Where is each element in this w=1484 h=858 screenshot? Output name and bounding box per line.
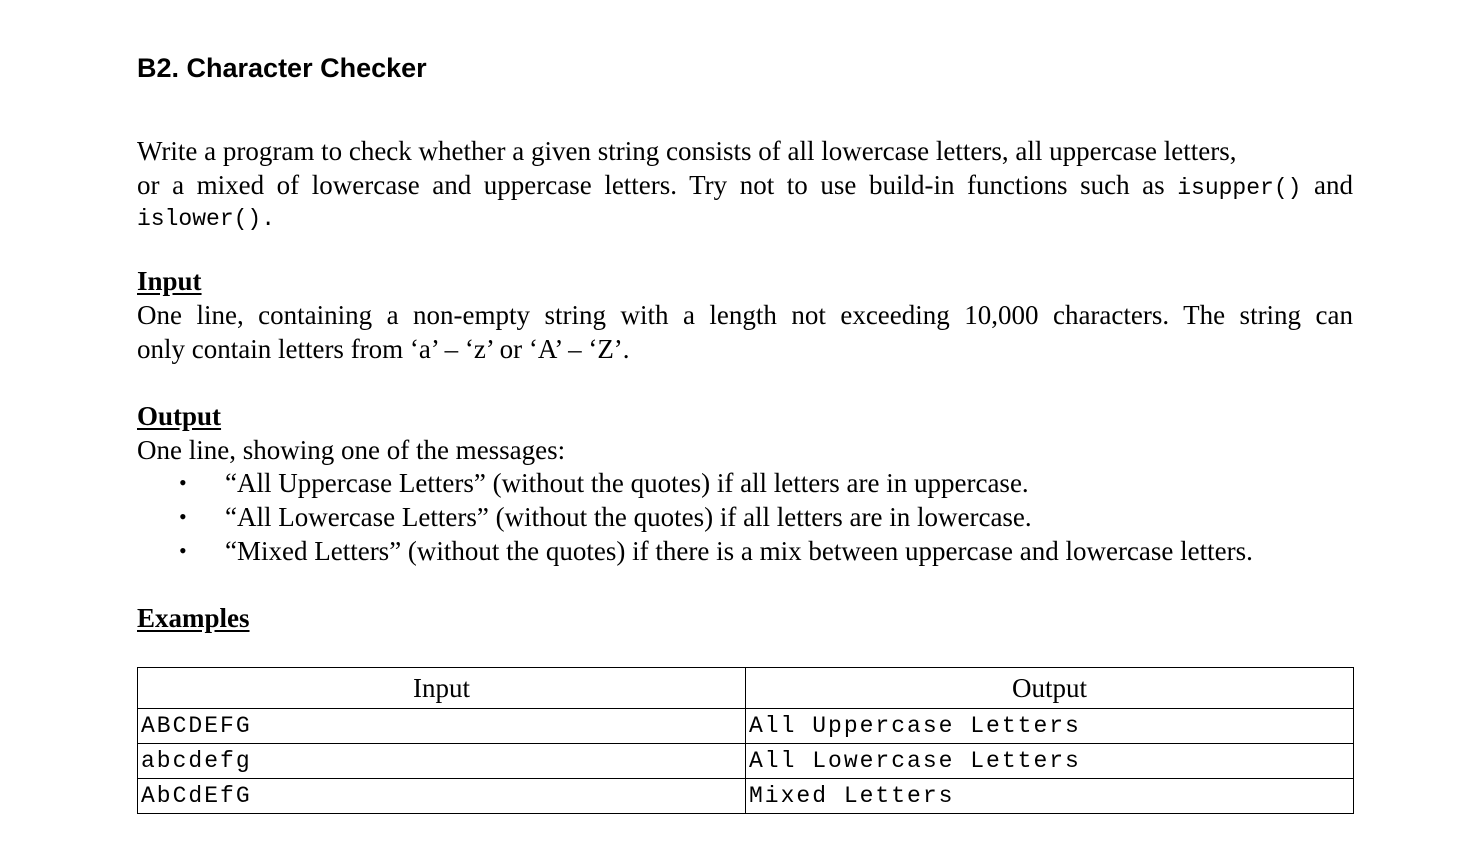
bullet-icon: • xyxy=(179,504,187,529)
bullet-icon: • xyxy=(179,470,187,495)
examples-table xyxy=(137,667,1354,814)
example-input-cell: AbCdEfG xyxy=(138,779,746,814)
table-row xyxy=(138,744,1354,779)
table-header-row xyxy=(138,668,1354,709)
list-item xyxy=(137,466,1253,500)
page-title: B2. Character Checker xyxy=(137,53,427,83)
example-input-cell: ABCDEFG xyxy=(138,709,746,744)
bullet-icon: • xyxy=(179,538,187,563)
intro-paragraph xyxy=(137,134,1353,233)
intro-line-1: Write a program to check whether a given string consists of all lowercase letters, all uppercase letters, xyxy=(137,136,1237,166)
bullet-text: “All Lowercase Letters” (without the quotes) if all letters are in lowercase. xyxy=(225,502,1032,532)
bullet-text: “All Uppercase Letters” (without the quotes) if all letters are in uppercase. xyxy=(225,468,1029,498)
example-output-cell: Mixed Letters xyxy=(746,779,1354,814)
intro-line-2-text: or a mixed of lowercase and uppercase letters. Try not to use build-in functions such as xyxy=(137,170,1178,200)
output-bullet-list xyxy=(137,466,1253,568)
example-output-cell: All Uppercase Letters xyxy=(746,709,1354,744)
table-row xyxy=(138,779,1354,814)
examples-heading: Examples xyxy=(137,603,250,633)
example-input-cell: abcdefg xyxy=(138,744,746,779)
list-item xyxy=(137,534,1253,568)
islower-code: islower(). xyxy=(137,206,276,232)
bullet-text: “Mixed Letters” (without the quotes) if there is a mix between uppercase and lowercase letters. xyxy=(225,536,1253,566)
output-heading: Output xyxy=(137,401,222,431)
column-header-input: Input xyxy=(138,668,746,709)
list-item xyxy=(137,500,1253,534)
intro-line-2 xyxy=(137,168,1353,205)
output-description: One line, showing one of the messages: xyxy=(137,435,566,465)
example-output-cell: All Lowercase Letters xyxy=(746,744,1354,779)
table-row xyxy=(138,709,1354,744)
input-heading: Input xyxy=(137,266,202,296)
input-line-1: One line, containing a non-empty string with a length not exceeding 10,000 characters. The string can xyxy=(137,300,1353,330)
input-line-2: only contain letters from ‘a’ – ‘z’ or ‘A’ – ‘Z’. xyxy=(137,334,630,364)
isupper-code: isupper() xyxy=(1177,175,1302,201)
input-description xyxy=(137,298,1353,366)
column-header-output: Output xyxy=(746,668,1354,709)
intro-line-2-end: and xyxy=(1301,170,1354,200)
